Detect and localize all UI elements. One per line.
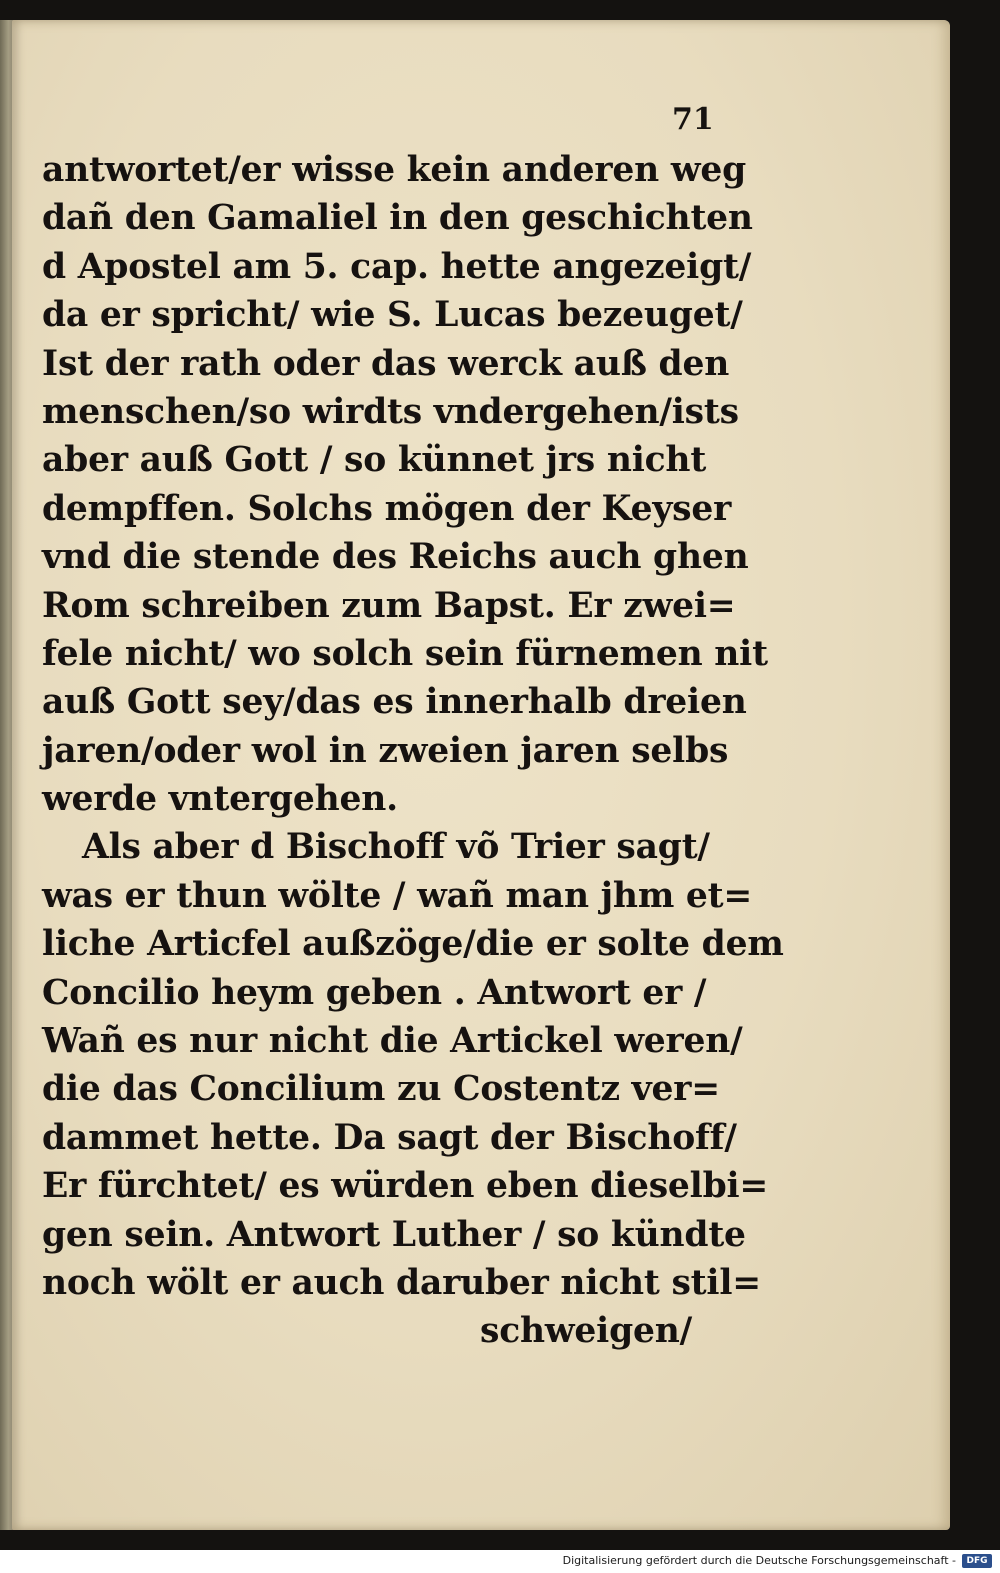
- text-line: die das Concilium zu Costentz ver=: [42, 1069, 720, 1110]
- text-line: Rom schreiben zum Bapst. Er zwei=: [42, 585, 736, 626]
- text-line: gen sein. Antwort Luther / so kündte: [42, 1214, 746, 1255]
- text-line: Ist der rath oder das werck auß den: [42, 343, 730, 384]
- text-line: d Apostel am 5. cap. hette angezeigt/: [42, 246, 752, 287]
- text-line: vnd die stende des Reichs auch ghen: [42, 537, 749, 578]
- dfg-logo: DFG: [962, 1554, 992, 1568]
- text-line: aber auß Gott / so künnet jrs nicht: [42, 440, 707, 481]
- page-number: 71: [672, 102, 714, 137]
- text-line: auß Gott sey/das es innerhalb dreien: [42, 682, 747, 723]
- text-line: dañ den Gamaliel in den geschichten: [42, 198, 753, 239]
- catchword: schweigen/: [480, 1311, 693, 1352]
- text-line: dammet hette. Da sagt der Bischoff/: [42, 1117, 737, 1158]
- text-line: was er thun wölte / wañ man jhm et=: [42, 875, 753, 916]
- text-line: dempffen. Solchs mögen der Keyser: [42, 488, 732, 529]
- funding-credit: Digitalisierung gefördert durch die Deutsche Forschungsgemeinschaft -: [562, 1554, 956, 1567]
- text-line: Concilio heym geben . Antwort er /: [42, 972, 707, 1013]
- text-block: [42, 146, 784, 1356]
- text-line: antwortet/er wisse kein anderen weg: [42, 150, 746, 190]
- text-line: liche Articfel außzöge/die er solte dem: [42, 924, 784, 965]
- text-line: werde vntergehen.: [42, 779, 398, 820]
- text-line: menschen/so wirdts vndergehen/ists: [42, 391, 739, 432]
- text-line: fele nicht/ wo solch sein fürnemen nit: [42, 633, 768, 674]
- text-line: jaren/oder wol in zweien jaren selbs: [42, 730, 729, 771]
- text-line: da er spricht/ wie S. Lucas bezeuget/: [42, 295, 743, 336]
- text-line: noch wölt er auch daruber nicht stil=: [42, 1262, 761, 1303]
- text-line: Wañ es nur nicht die Artickel weren/: [42, 1021, 743, 1062]
- paragraph-start-line: Als aber d Bischoff võ Trier sagt/: [82, 827, 710, 868]
- text-line: Er fürchtet/ es würden eben dieselbi=: [42, 1166, 769, 1207]
- book-page: [12, 20, 950, 1530]
- digitization-footer: [0, 1550, 1000, 1573]
